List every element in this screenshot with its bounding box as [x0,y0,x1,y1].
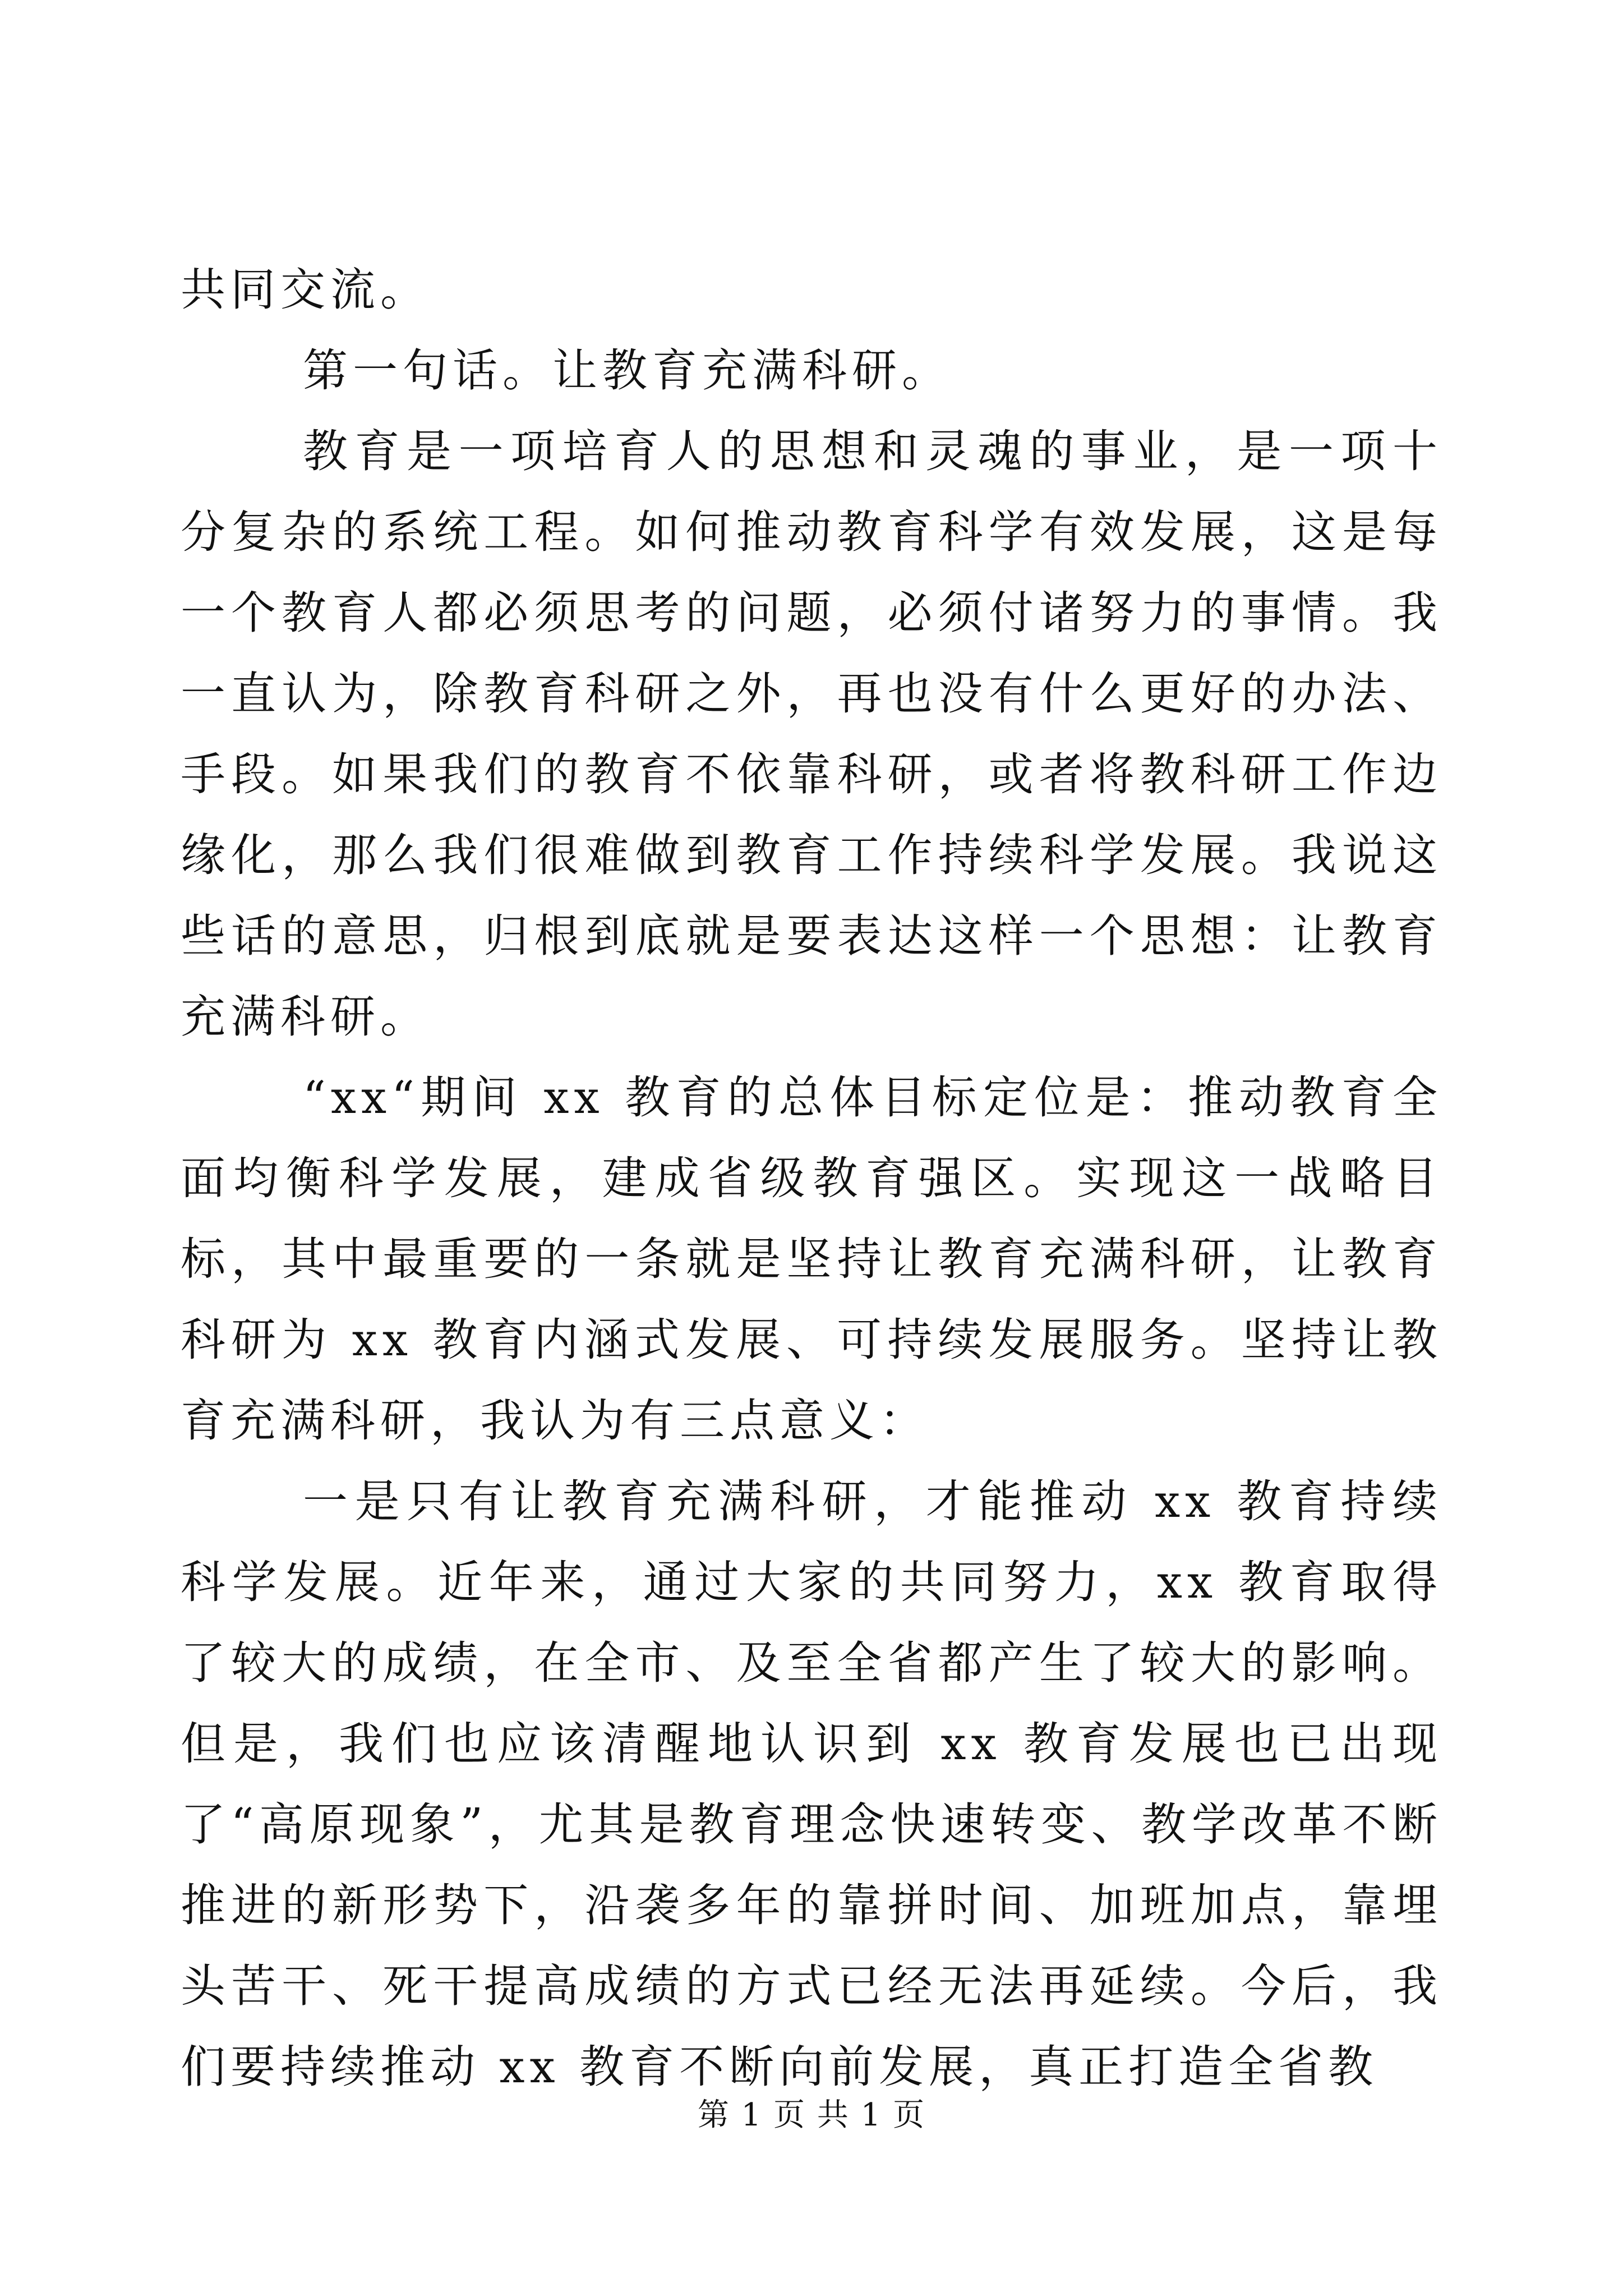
paragraph-2-heading: 第一句话。让教育充满科研。 [303,344,952,397]
paragraph-1: 共同交流。 [181,264,430,316]
paragraph-4: “xx“期间 xx 教育的总体目标定位是：推动教育全面均衡科学发展，建成省级教育强区。实现这一战略目标，其中最重要的一条就是坚持让教育充满科研，让教育科研为 xx 教育内涵式发展、可持续发展服务。坚持让教育充满科研，我认为有三点意义： [181,1071,1442,1447]
paragraph-5: 一是只有让教育充满科研，才能推动 xx 教育持续科学发展。近年来，通过大家的共同努力，xx 教育取得了较大的成绩，在全市、及至全省都产生了较大的影响。但是，我们也应该清醒地认识到 xx 教育发展也已出现了“高原现象”，尤其是教育理念快速转变、教学改革不断推进的新形势下，沿袭多年的靠拼时间、加班加点，靠埋头苦干、死干提高成绩的方式已经无法再延续。今后，我们要持续推动 xx 教育不断向前发展，真正打造全省教 [181,1475,1442,2093]
document-body [181,250,1442,2108]
page-footer [0,2096,1623,2135]
paragraph-3: 教育是一项培育人的思想和灵魂的事业，是一项十分复杂的系统工程。如何推动教育科学有效发展，这是每一个教育人都必须思考的问题，必须付诸努力的事情。我一直认为，除教育科研之外，再也没有什么更好的办法、手段。如果我们的教育不依靠科研，或者将教科研工作边缘化，那么我们很难做到教育工作持续科学发展。我说这些话的意思，归根到底就是要表达这样一个思想：让教育充满科研。 [181,425,1442,1043]
page-number: 第 1 页 共 1 页 [697,2097,926,2133]
